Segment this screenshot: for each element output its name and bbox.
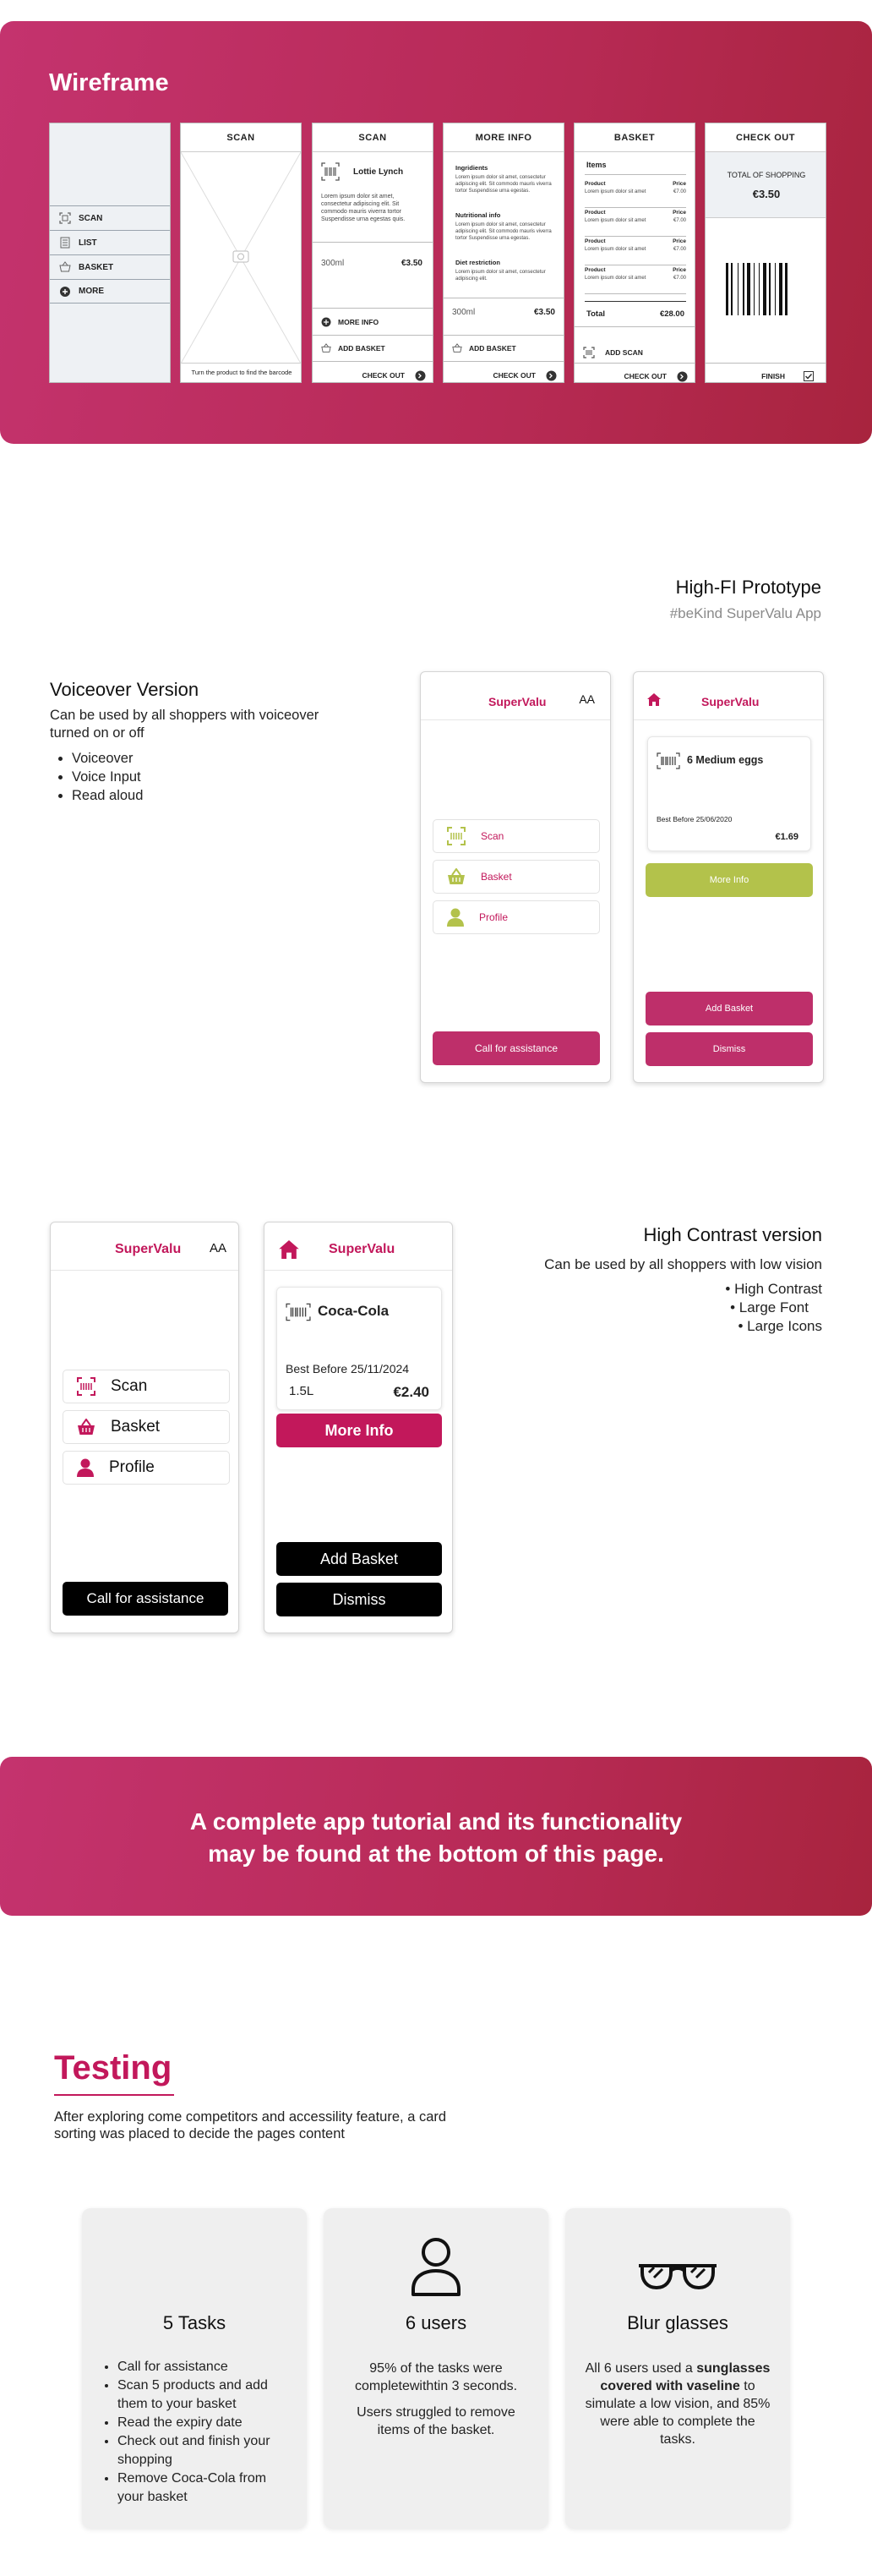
basket-item-desc: Lorem ipsum dolor sit amet (585, 276, 646, 281)
basket-item-product: Product (585, 267, 606, 273)
arrow-right-circle-icon (677, 371, 688, 382)
voiceover-home-screen (420, 671, 611, 1083)
arrow-right-circle-icon (546, 370, 557, 381)
wf-menu-label: MORE (79, 287, 104, 296)
dismiss-button[interactable]: Dismiss (276, 1583, 442, 1616)
feature-label: Large Font (738, 1299, 809, 1315)
basket-item-price: €7.00 (673, 189, 686, 194)
feature-item: • High Contrast (725, 1281, 822, 1297)
menu-label: Scan (111, 1377, 148, 1395)
product-price: €1.69 (775, 832, 798, 842)
best-before: Best Before 25/06/2020 (657, 815, 733, 823)
wf-add-basket-row[interactable] (313, 336, 433, 361)
basket-item-product: Product (585, 238, 606, 244)
basket-item-price-label: Price (673, 210, 686, 216)
feature-item: • Large Icons (738, 1318, 822, 1334)
wf-add-scan-row[interactable] (575, 340, 695, 365)
contrast-features (725, 1280, 822, 1336)
wf-menu-label: BASKET (79, 262, 114, 272)
feature-item: • Voiceover (72, 749, 143, 768)
users-card (324, 2208, 548, 2528)
glasses-icon (637, 2259, 718, 2291)
barcode-bar (759, 263, 760, 315)
plus-circle-icon (321, 317, 331, 327)
wf-checkout-row[interactable] (313, 363, 433, 383)
feature-item: • Voice Input (72, 768, 143, 786)
wireframe-title: Wireframe (49, 69, 169, 96)
wf-row-label: CHECK OUT (624, 372, 667, 380)
barcode-image (724, 263, 809, 317)
contrast-title: High Contrast version (643, 1224, 822, 1245)
contrast-desc: Can be used by all shoppers with low vision (544, 1256, 822, 1272)
product-card (647, 736, 811, 851)
brand-logo: SuperValu (329, 1242, 395, 1256)
info-section (455, 259, 555, 282)
voiceover-desc: Can be used by all shoppers with voiceover turned on or off (50, 708, 319, 741)
basket-items-label: Items (586, 161, 607, 169)
wf-menu-label: LIST (79, 238, 97, 248)
wf-header: SCAN (313, 123, 433, 152)
menu-scan-button[interactable] (433, 819, 600, 853)
banner-text (0, 1806, 872, 1870)
camera-placeholder (181, 152, 302, 364)
font-size-toggle[interactable]: AA (209, 1241, 226, 1255)
product-size: 1.5L (289, 1384, 314, 1398)
feature-label: Large Icons (747, 1318, 822, 1334)
add-basket-button[interactable]: Add Basket (646, 992, 813, 1025)
basket-icon (321, 343, 331, 353)
info-section-title: Diet restriction (455, 259, 500, 266)
call-assistance-button[interactable]: Call for assistance (63, 1582, 228, 1616)
checkout-total-value: €3.50 (752, 188, 781, 200)
more-info-button[interactable]: More Info (646, 863, 813, 897)
wf-row-label: CHECK OUT (362, 371, 405, 380)
menu-label: Basket (481, 871, 512, 883)
barcode-bar (731, 263, 733, 315)
arrow-right-circle-icon (415, 370, 426, 381)
wf-header: SCAN (181, 123, 301, 152)
menu-basket-button[interactable] (63, 1410, 230, 1444)
barcode-bar (726, 263, 728, 315)
info-section-title: Nutritional info (455, 211, 501, 219)
menu-label: Profile (109, 1458, 155, 1476)
basket-item-product: Product (585, 181, 606, 187)
text-part: to simulate a low vision, and 85% were able to complete the tasks. (585, 2379, 771, 2447)
barcode-icon (286, 1303, 311, 1321)
barcode-icon (657, 752, 680, 769)
barcode-bar (763, 263, 766, 315)
scan-caption: Turn the product to find the barcode (191, 369, 292, 376)
basket-item-desc: Lorem ipsum dolor sit amet (585, 218, 646, 223)
testing-intro: After exploring come competitors and accessility feature, a card sorting was placed to decide the pages content (54, 2109, 447, 2141)
basket-item-price: €7.00 (673, 276, 686, 281)
tasks-card (82, 2208, 307, 2528)
list-icon (58, 236, 72, 249)
barcode-bar (747, 263, 750, 315)
blur-glasses-card (565, 2208, 790, 2528)
barcode-icon (583, 347, 595, 358)
wf-menu-basket (50, 254, 171, 279)
basket-icon (447, 868, 466, 885)
barcode-bar (779, 263, 782, 315)
user-icon (410, 2237, 462, 2296)
wf-row-label: ADD SCAN (605, 348, 643, 357)
basket-total-label: Total (586, 309, 605, 319)
feature-item: • Read aloud (72, 786, 143, 805)
wf-row-label: FINISH (761, 372, 785, 380)
info-section-title: Ingridients (455, 164, 488, 172)
text-emphasis: sunglasses covered with vaseline (600, 2361, 771, 2393)
basket-item (585, 210, 686, 237)
barcode-bar (754, 263, 755, 315)
user-icon (447, 908, 464, 927)
product-price: €2.40 (393, 1384, 429, 1400)
wf-header: CHECK OUT (706, 123, 826, 152)
barcode-bar (769, 263, 771, 315)
card-title: 6 users (405, 2312, 467, 2333)
wf-row-label: MORE INFO (338, 318, 379, 326)
hifi-title: High-FI Prototype (675, 577, 821, 598)
add-basket-button[interactable]: Add Basket (276, 1542, 442, 1576)
wf-menu-list (50, 230, 171, 254)
barcode-bar (775, 263, 776, 315)
menu-scan-button[interactable] (63, 1370, 230, 1403)
voiceover-features (50, 749, 143, 805)
best-before: Best Before 25/11/2024 (286, 1362, 410, 1376)
wireframe-menu-screen (49, 123, 171, 383)
wireframe-basket-screen (574, 123, 695, 383)
checkout-total-box (706, 152, 826, 218)
scan-icon (447, 827, 466, 845)
banner-line: A complete app tutorial and its functionality (189, 1808, 683, 1835)
basket-item (585, 181, 686, 208)
wf-more-info-row[interactable] (313, 309, 433, 335)
checkbox-checked-icon (804, 371, 814, 381)
wf-finish-row[interactable] (706, 364, 826, 383)
wf-product-name: Lottie Lynch (353, 167, 404, 177)
brand-logo: SuperValu (488, 695, 547, 708)
wf-menu-scan (50, 205, 171, 230)
menu-profile-button[interactable] (433, 900, 600, 934)
basket-item (585, 267, 686, 294)
basket-item (585, 238, 686, 265)
basket-total-value: €28.00 (659, 309, 684, 319)
basket-item-desc: Lorem ipsum dolor sit amet (585, 189, 646, 194)
wireframe-section (0, 21, 872, 444)
task-item: • Scan 5 products and add them to your basket (117, 2376, 286, 2414)
basket-icon (452, 343, 462, 353)
testing-title: Testing (54, 2049, 172, 2087)
info-section-text: Lorem ipsum dolor sit amet, consectetur adipiscing elit. Sit commodo mauris viverra tortor Suspendisse urna egestas. (455, 175, 552, 194)
task-item: • Call for assistance (117, 2358, 286, 2376)
card-text: Users struggled to remove items of the basket. (357, 2405, 515, 2437)
plus-circle-icon (58, 285, 72, 298)
call-assistance-button[interactable]: Call for assistance (433, 1031, 600, 1065)
card-text (582, 2360, 773, 2448)
barcode-bar (785, 263, 788, 315)
basket-item-price-label: Price (673, 267, 686, 273)
checkout-total-label: TOTAL OF SHOPPING (727, 171, 806, 179)
barcode-icon (321, 162, 340, 181)
contrast-product-screen (264, 1222, 453, 1633)
contrast-home-screen (50, 1222, 239, 1633)
info-section-text: Lorem ipsum dolor sit amet, consectetur adipiscing elit. Sit commodo mauris viverra tortor Suspendisse urna egestas. (455, 222, 552, 241)
dismiss-button[interactable]: Dismiss (646, 1032, 813, 1066)
basket-item-price-label: Price (673, 181, 686, 187)
user-icon (77, 1458, 94, 1477)
task-item: • Check out and finish your shopping (117, 2432, 286, 2469)
home-icon[interactable] (278, 1240, 300, 1259)
wf-header: BASKET (575, 123, 695, 152)
home-icon[interactable] (647, 693, 661, 706)
feature-item: • Large Font (730, 1299, 809, 1315)
wf-product-size: 300ml (321, 259, 345, 268)
basket-item-price-label: Price (673, 238, 686, 244)
banner-line: may be found at the bottom of this page. (208, 1840, 664, 1867)
menu-basket-button[interactable] (433, 860, 600, 894)
wf-header: MORE INFO (444, 123, 564, 152)
font-size-toggle[interactable]: AA (579, 692, 595, 706)
product-name: 6 Medium eggs (687, 754, 764, 766)
barcode-bar (743, 263, 744, 315)
hifi-subtitle: #beKind SuperValu App (669, 605, 821, 621)
wf-row-label: ADD BASKET (338, 344, 385, 353)
wf-checkout-row[interactable] (575, 364, 695, 383)
brand-logo: SuperValu (115, 1242, 182, 1256)
tasks-list (99, 2358, 286, 2507)
wf-menu-label: SCAN (79, 213, 103, 223)
wireframe-scan-screen (180, 123, 302, 383)
basket-icon (58, 260, 72, 274)
wf-row-label: CHECK OUT (493, 371, 536, 380)
task-item: • Remove Coca-Cola from your basket (117, 2469, 286, 2507)
wf-product-size: 300ml (452, 308, 476, 317)
basket-item-price: €7.00 (673, 247, 686, 252)
text-part: All 6 users used a (585, 2361, 693, 2376)
card-title: Blur glasses (627, 2312, 728, 2333)
info-section (455, 211, 555, 242)
voiceover-product-screen (633, 671, 824, 1083)
wf-add-basket-row[interactable] (444, 336, 564, 361)
wireframe-product-screen (312, 123, 433, 383)
info-section-text: Lorem ipsum dolor sit amet, consectetur adipiscing elit. (455, 270, 546, 282)
wf-product-price: €3.50 (401, 259, 422, 268)
wf-row-label: ADD BASKET (469, 344, 516, 353)
wf-product-desc: Lorem ipsum dolor sit amet, consectetur adipiscing elit. Sit commodo mauris viverra tortor Suspendisse urna egestas quis. (321, 194, 406, 222)
product-card (276, 1287, 442, 1410)
brand-logo: SuperValu (701, 695, 760, 708)
menu-label: Basket (111, 1418, 161, 1436)
menu-label: Profile (479, 911, 509, 923)
product-name: Coca-Cola (318, 1303, 390, 1319)
wireframe-checkout-screen (705, 123, 826, 383)
wireframe-moreinfo-screen (443, 123, 564, 383)
menu-profile-button[interactable] (63, 1451, 230, 1485)
basket-item-desc: Lorem ipsum dolor sit amet (585, 247, 646, 252)
basket-item-price: €7.00 (673, 218, 686, 223)
info-section (455, 164, 555, 194)
scan-icon (58, 211, 72, 225)
more-info-button[interactable]: More Info (276, 1414, 442, 1447)
tutorial-banner (0, 1757, 872, 1916)
menu-label: Scan (481, 830, 504, 842)
wf-checkout-row[interactable] (444, 363, 564, 383)
feature-label: High Contrast (734, 1281, 822, 1297)
task-item: • Read the expiry date (117, 2414, 286, 2432)
basket-icon (77, 1419, 95, 1436)
card-text: 95% of the tasks were completewithtin 3 seconds. (354, 2361, 518, 2393)
voiceover-title: Voiceover Version (50, 679, 199, 700)
basket-item-product: Product (585, 210, 606, 216)
card-title: 5 Tasks (162, 2312, 226, 2333)
wf-menu-more (50, 279, 171, 304)
wf-product-price: €3.50 (533, 308, 555, 317)
scan-icon (77, 1377, 95, 1396)
